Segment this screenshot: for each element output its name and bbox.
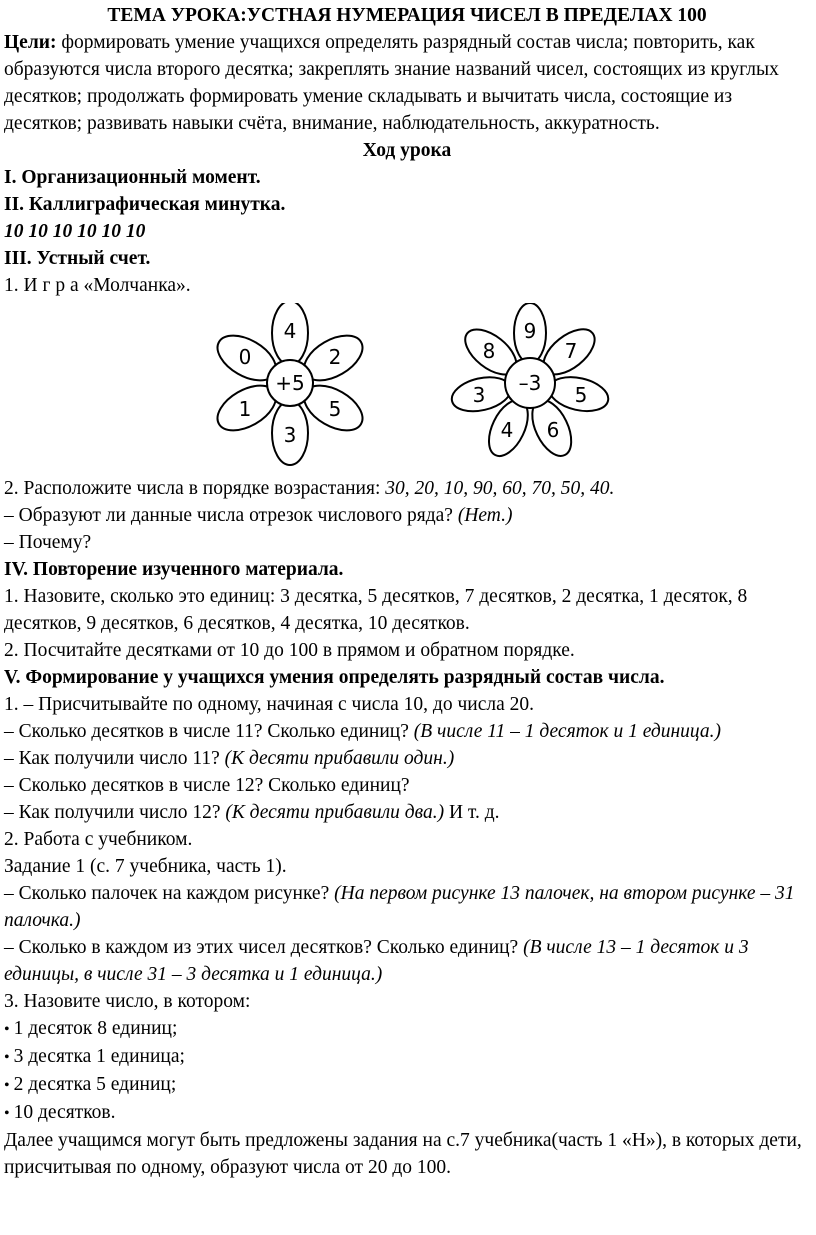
- flower2-petal-7: 8: [482, 339, 496, 363]
- s5-line-2-text: – Сколько десятков в числе 11? Сколько единиц?: [4, 721, 414, 742]
- s5-line-8-answer: (На первом рисунке 13 палочек, на втором рисунке – 31 палочка.): [4, 883, 795, 931]
- s5-line-3-answer: (К десяти прибавили один.): [224, 748, 455, 769]
- game-line: 1. И г р а «Молчанка».: [4, 275, 191, 296]
- calligraphy-line: 10 10 10 10 10 10: [4, 221, 146, 242]
- lesson-title: ТЕМА УРОКА:УСТНАЯ НУМЕРАЦИЯ ЧИСЕЛ В ПРЕДЕЛАХ 100: [107, 5, 707, 26]
- flower2-center: –3: [518, 371, 542, 395]
- flower1-petal-top: 4: [283, 319, 297, 343]
- s5-line-2: [4, 718, 810, 745]
- s5-line-9-answer: (В числе 13 – 1 десяток и 3 единицы, в числе 31 – 3 десятка и 1 единица.): [4, 937, 749, 985]
- bullet-item-1: • 1 десяток 8 единиц;: [4, 1015, 810, 1043]
- s5-line-3-text: – Как получили число 11?: [4, 748, 225, 769]
- flower2-petal-6: 3: [472, 383, 486, 407]
- flower2-petal-1: 9: [523, 319, 537, 343]
- s5-line-3: [4, 745, 810, 772]
- s5-line-1: 1. – Присчитывайте по одному, начиная с числа 10, до числа 20.: [4, 694, 534, 715]
- s5-line-7: Задание 1 (с. 7 учебника, часть 1).: [4, 856, 287, 877]
- flower1-petal-bottom: 3: [283, 423, 297, 447]
- why-question: – Почему?: [4, 532, 92, 553]
- flower1-petal-top-right: 2: [328, 345, 342, 369]
- segment-question-text: – Образуют ли данные числа отрезок числового ряда?: [4, 505, 458, 526]
- task-2-numbers: 30, 20, 10, 90, 60, 70, 50, 40.: [385, 478, 615, 499]
- section-4-item-2: 2. Посчитайте десятками от 10 до 100 в прямом и обратном порядке.: [4, 640, 575, 661]
- s5-line-8: [4, 880, 810, 934]
- closing-paragraph: Далее учащимся могут быть предложены задания на с.7 учебника(часть 1 «Н»), в которых дети, присчитывая по одному, образуют числа от 20 до 100.: [4, 1130, 802, 1178]
- section-3-heading: III. Устный счет.: [4, 248, 151, 269]
- flower-minus-three: [448, 303, 611, 462]
- flowers-figure: [4, 303, 810, 473]
- bullet-item-3: • 2 десятка 5 единиц;: [4, 1071, 810, 1099]
- s5-line-6: 2. Работа с учебником.: [4, 829, 193, 850]
- flower2-petal-2: 7: [564, 339, 578, 363]
- bullet-item-2: • 3 десятка 1 единица;: [4, 1043, 810, 1071]
- section-5-heading: V. Формирование у учащихся умения определять разрядный состав числа.: [4, 667, 665, 688]
- task-2-text: 2. Расположите числа в порядке возрастания:: [4, 478, 386, 499]
- section-1-heading: I. Организационный момент.: [4, 167, 261, 188]
- flower1-petal-bottom-left: 1: [238, 397, 252, 421]
- goals-paragraph: [4, 29, 810, 137]
- lesson-heading: Ход урока: [362, 140, 452, 161]
- section-4-heading: IV. Повторение изученного материала.: [4, 559, 344, 580]
- s5-line-5: [4, 799, 810, 826]
- s5-line-5-text: – Как получили число 12?: [4, 802, 226, 823]
- flower1-petal-top-left: 0: [238, 345, 252, 369]
- flower2-petal-3: 5: [574, 383, 588, 407]
- s5-line-2-answer: (В числе 11 – 1 десяток и 1 единица.): [413, 721, 722, 742]
- bullet-item-4: • 10 десятков.: [4, 1099, 810, 1127]
- s5-line-5-answer: (К десяти прибавили два.): [225, 802, 445, 823]
- s5-line-10: 3. Назовите число, в котором:: [4, 991, 251, 1012]
- s5-line-9: [4, 934, 810, 988]
- s5-line-9-text: – Сколько в каждом из этих чисел десятков? Сколько единиц?: [4, 937, 524, 958]
- flower1-center: +5: [275, 371, 305, 395]
- goals-text: формировать умение учащихся определять разрядный состав числа; повторить, как образуются числа второго десятка; закреплять знание названий чисел, состоящих из круглых десятков; продолжать формировать умение складывать и вычитать числа, состоящие из десятков; развивать навыки счёта, внимание, наблюдательность, аккуратность.: [4, 32, 779, 134]
- s5-line-8-text: – Сколько палочек на каждом рисунке?: [4, 883, 335, 904]
- flower1-petal-bottom-right: 5: [328, 397, 342, 421]
- flower2-petal-5: 4: [500, 418, 514, 442]
- flower-plus-five: [210, 303, 370, 465]
- section-2-heading: II. Каллиграфическая минутка.: [4, 194, 286, 215]
- segment-question-answer: (Нет.): [457, 505, 513, 526]
- flower2-petal-4: 6: [546, 418, 560, 442]
- goals-label: Цели:: [4, 32, 57, 53]
- segment-question: [4, 502, 810, 529]
- s5-line-4: – Сколько десятков в числе 12? Сколько единиц?: [4, 775, 410, 796]
- task-2-line: [4, 475, 810, 502]
- section-4-item-1: 1. Назовите, сколько это единиц: 3 десятка, 5 десятков, 7 десятков, 2 десятка, 1 десяток, 8 десятков, 9 десятков, 6 десятков, 4 десятка, 10 десятков.: [4, 586, 748, 634]
- s5-line-5-tail: И т. д.: [444, 802, 500, 823]
